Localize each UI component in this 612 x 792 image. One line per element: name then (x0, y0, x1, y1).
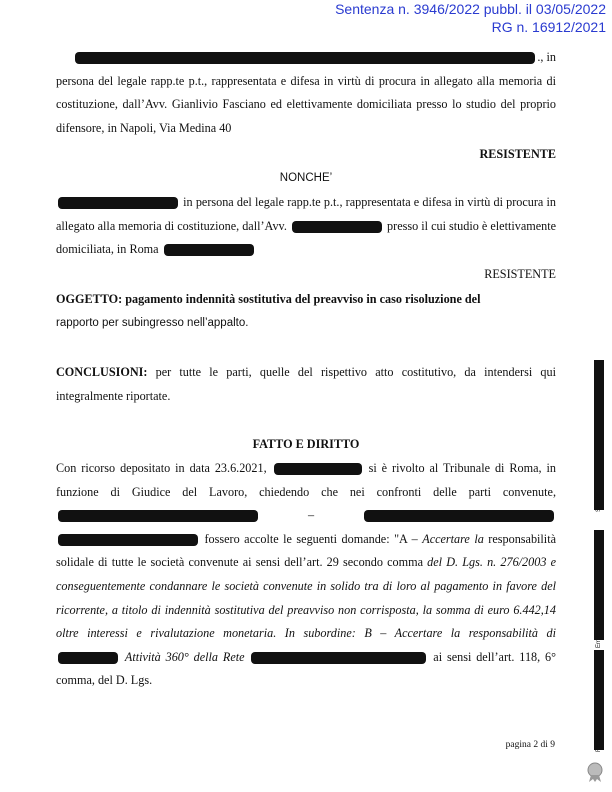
of-label: di (540, 740, 548, 750)
oggetto-label: OGGETTO: (56, 292, 123, 306)
fatto-p2: si è rivolto al Tribunale di Roma, in funzione di Giudice del Lavoro, chiedendo che nei confronti delle parti convenute, (56, 461, 556, 499)
redaction (251, 652, 426, 664)
redaction (164, 244, 254, 256)
page-number: 2 (533, 740, 539, 750)
oggetto-section (56, 288, 556, 335)
sentence-number: Sentenza n. 3946/2022 pubbl. il 03/05/2022 (335, 1, 606, 17)
redaction (58, 652, 118, 664)
redaction (364, 510, 554, 522)
signature-bar-1 (594, 360, 604, 510)
nonche-label: NONCHE’ (279, 172, 333, 184)
block2-part1: in persona del legale rapp.te p.t., rappresentata e difesa in virtù di procura in allegato alla memoria di costituzione, dall’Avv. (56, 195, 556, 233)
conclusioni-text: per tutte le parti, quelle del rispettivo atto costitutivo, da intendersi qui integralmente riportate. (56, 365, 556, 403)
serial-label: Serial#: (596, 491, 602, 512)
redaction (75, 52, 535, 64)
fatto-p3: fossero accolte le seguenti domande: "A – (204, 531, 418, 546)
case-number: RG n. 16912/2021 (491, 19, 606, 35)
fatto-p5-italic-2: Attività 360° della (124, 649, 219, 664)
fatto-p6-italic: Rete (222, 649, 245, 664)
redaction (58, 534, 198, 546)
block2-part2: presso il cui studio è elettivamente domiciliata, in Roma (56, 218, 557, 257)
page-total: 9 (550, 740, 555, 750)
fatto-p3-italic: Accertare la (422, 531, 484, 546)
resistente-label-2: RESISTENTE (484, 267, 556, 281)
resistente-label-1: RESISTENTE (479, 147, 556, 161)
conclusioni-label: CONCLUSIONI: (56, 365, 148, 379)
firmato-label: Firmato Da: (596, 720, 602, 752)
oggetto-text: pagamento indennità sostitutiva del preavviso in caso risoluzione del (125, 292, 481, 306)
block1-line1-tail: ., in (537, 50, 556, 64)
redaction (274, 463, 362, 475)
fatto-body: Con ricorso depositato in data 23.6.2021, si è rivolto al Tribunale di Roma, in funzione di Giudice del Lavoro, chiedendo che nei confronti delle parti convenute, – fossero accolte le seguenti domande: "A – Accertare la responsabilità solidale di tutte le società convenute ai sensi dell’art. 29 secondo comma del D. Lgs. n. 276/2003 e conseguentemente condannare le società convenute in solido tra di loro al pagamento in favore del ricorrente, a titolo di indennità sostitutiva del preavviso non corrisposta, la somma di euro 6.442,14 oltre interessi e rivalutazione monetaria. In subordine: B – Accertare la responsabilità di Attività 360° della Rete ai sensi dell’art. 118, 6° comma, del D. Lgs. (56, 461, 557, 688)
emesso-label: Emesso Da: (596, 615, 602, 648)
fatto-p6: ai sensi dell’art. 118, 6° comma, del D. Lgs. (56, 649, 557, 688)
conclusioni-section (56, 361, 556, 408)
block1-text: persona del legale rapp.te p.t., rappresentata e difesa in virtù di procura in allegato alla memoria di costituzione, dall’Avv. Gianlivio Fasciano ed elettivamente domiciliata presso lo studio del proprio difensore, in Napoli, Via Medina 40 (56, 73, 556, 135)
page-label: pagina (505, 740, 531, 750)
fatto-p5-italic: del D. Lgs. n. 276/2003 e conseguentemente condannare le società convenute in solido tra di loro al pagamento in favore del ricorrente, a titolo di indennità sostitutiva del preavviso non corrisposta, la somma di euro 6.442,14 oltre interessi e rivalutazione monetaria. In subordine: B – Accertare la responsabilità di (56, 555, 556, 641)
redaction (292, 221, 382, 233)
party-block-2 (56, 191, 556, 262)
fatto-title: FATTO E DIRITTO (252, 437, 360, 451)
fatto-p1: Con ricorso depositato in data 23.6.2021, (56, 461, 267, 475)
document-header (335, 0, 606, 36)
redaction (58, 197, 178, 209)
party-block-1 (56, 46, 556, 140)
seal-icon (584, 761, 606, 783)
page-footer (506, 740, 555, 750)
fatto-p4: responsabilità solidale di tutte le società convenute ai sensi dell’art. 29 secondo comma (56, 531, 556, 570)
oggetto-text-2: rapporto per subingresso nell’appalto. (56, 316, 249, 329)
redaction (58, 510, 258, 522)
